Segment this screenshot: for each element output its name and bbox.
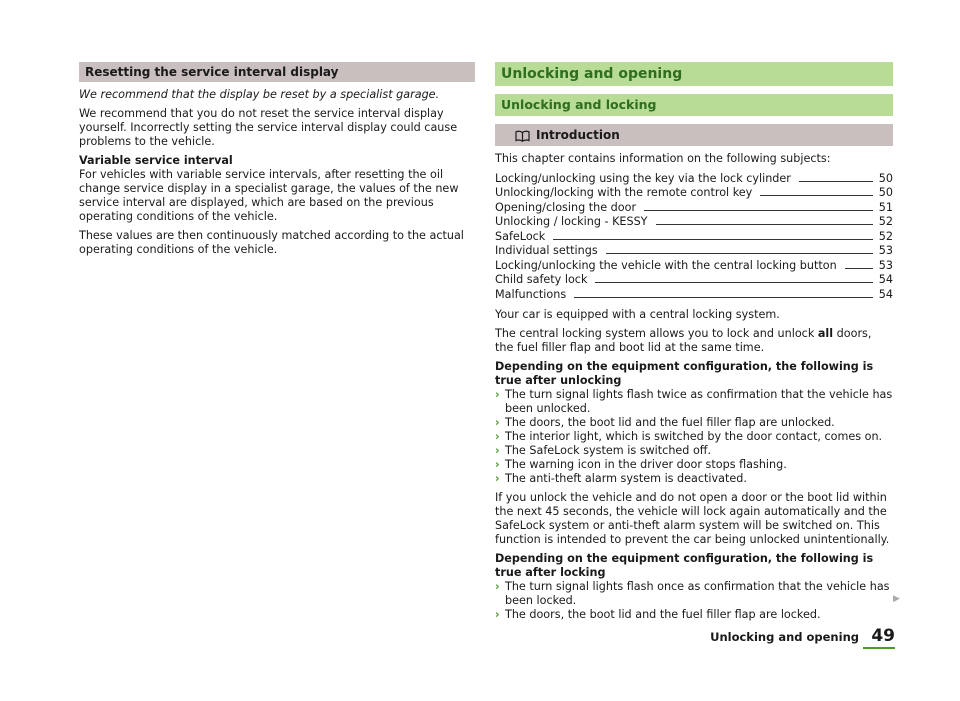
allows-text-end: doors, the fuel filler flap and boot lid at the same time.	[495, 326, 872, 354]
after-unlocking-title: Depending on the equipment configuration, the following is true after unlocking	[495, 359, 874, 387]
toc-leader	[656, 224, 873, 225]
toc-item-title: Unlocking/locking with the remote control key	[495, 186, 753, 199]
bullet-text: The doors, the boot lid and the fuel filler flap are locked.	[505, 607, 821, 621]
toc-item[interactable]	[495, 200, 893, 215]
bullet-text: The interior light, which is switched by the door contact, comes on.	[505, 429, 883, 443]
toc-leader	[644, 210, 873, 211]
toc-item-page: 53	[878, 244, 893, 257]
toc-item-title: Individual settings	[495, 244, 598, 257]
allows-text-start: The central locking system allows you to lock and unlock	[495, 326, 818, 340]
chevron-right-icon: ›	[495, 429, 500, 443]
allows-text-bold: all	[817, 326, 834, 340]
toc-item-title: Child safety lock	[495, 273, 588, 286]
toc-item-title: Opening/closing the door	[495, 200, 637, 214]
chevron-right-icon: ›	[495, 457, 500, 471]
introduction-title: Introduction	[536, 128, 620, 142]
toc-leader	[760, 195, 872, 196]
right-column	[495, 62, 893, 627]
toc-item-page: 53	[878, 258, 893, 272]
toc-leader	[799, 181, 873, 182]
introduction-heading	[495, 124, 893, 146]
list-item	[495, 608, 893, 622]
toc-item-page: 52	[878, 229, 893, 243]
toc-item[interactable]	[495, 287, 893, 302]
paragraph-values-matched: These values are then continuously matched according to the actual operating conditions of the vehicle.	[79, 229, 464, 256]
list-item	[495, 416, 893, 430]
chevron-right-icon: ›	[495, 387, 500, 401]
toc-leader	[606, 253, 873, 254]
toc-item[interactable]	[495, 273, 893, 288]
bullet-text: The turn signal lights flash once as confirmation that the vehicle has been locked.	[505, 579, 890, 607]
recommendation-note: We recommend that the display be reset by a specialist garage.	[79, 88, 440, 101]
toc-item-page: 54	[878, 287, 893, 301]
relock-paragraph: If you unlock the vehicle and do not open a door or the boot lid within the next 45 seconds, the vehicle will lock again automatically and the SafeLock system or anti-theft alarm system will be switched on. This function is intended to prevent the car being unlocked unintentionally.	[495, 490, 890, 546]
toc-item-title: SafeLock	[495, 229, 546, 243]
footer-section-title: Unlocking and opening	[710, 630, 859, 644]
chevron-right-icon: ›	[495, 471, 500, 485]
toc-item[interactable]	[495, 215, 893, 230]
toc-item-page: 51	[878, 200, 893, 214]
toc-item-page: 50	[878, 171, 893, 185]
variable-interval-text: For vehicles with variable service intervals, after resetting the oil change service display in a specialist garage, the values of the new service interval are displayed, which are based on the previous operating conditions of the vehicle.	[79, 168, 459, 223]
toc-item-title: Malfunctions	[495, 287, 567, 301]
page-number-underline	[863, 647, 895, 649]
toc-leader	[845, 268, 873, 269]
toc-item-title: Locking/unlocking the vehicle with the central locking button	[495, 258, 837, 272]
unlock-bullet-list	[495, 388, 893, 486]
after-locking-title: Depending on the equipment configuration, the following is true after locking	[495, 551, 874, 579]
toc-item-page: 52	[878, 215, 893, 228]
variable-interval-title: Variable service interval	[79, 154, 233, 167]
list-item	[495, 458, 893, 472]
toc-item[interactable]	[495, 229, 893, 244]
toc-item-page: 54	[878, 273, 893, 286]
bullet-text: The warning icon in the driver door stops flashing.	[505, 457, 787, 471]
page-number: 49	[871, 626, 895, 646]
chapter-heading: Unlocking and opening	[495, 62, 893, 86]
chevron-right-icon: ›	[495, 415, 500, 429]
toc-item-title: Locking/unlocking using the key via the lock cylinder	[495, 171, 791, 185]
intro-text: This chapter contains information on the following subjects:	[495, 152, 831, 165]
list-item	[495, 430, 893, 444]
toc-item-page: 50	[878, 186, 893, 199]
list-item	[495, 388, 893, 416]
toc-leader	[595, 282, 872, 283]
table-of-contents	[495, 171, 893, 302]
left-column	[79, 62, 475, 262]
section-heading-service-reset: Resetting the service interval display	[79, 62, 475, 82]
chevron-right-icon: ›	[495, 443, 500, 457]
toc-item[interactable]	[495, 244, 893, 259]
toc-item[interactable]	[495, 171, 893, 186]
page-footer	[700, 626, 895, 648]
toc-item[interactable]	[495, 186, 893, 201]
list-item	[495, 580, 893, 608]
list-item	[495, 444, 893, 458]
list-item	[495, 472, 893, 486]
variable-interval-block	[79, 154, 475, 224]
toc-leader	[574, 297, 873, 298]
toc-item-title: Unlocking / locking - KESSY	[495, 215, 648, 228]
bullet-text: The SafeLock system is switched off.	[505, 443, 712, 457]
continue-arrow-icon: ▶	[893, 594, 900, 604]
chevron-right-icon: ›	[495, 607, 500, 621]
lock-bullet-list	[495, 580, 893, 622]
toc-leader	[553, 239, 872, 240]
bullet-text: The turn signal lights flash twice as confirmation that the vehicle has been unlocked.	[505, 387, 893, 415]
section-subheading: Unlocking and locking	[495, 94, 893, 116]
open-book-icon	[515, 130, 530, 142]
central-locking-text: Your car is equipped with a central locking system.	[495, 307, 780, 321]
central-locking-allows	[495, 327, 893, 355]
paragraph-reset-warning: We recommend that you do not reset the service interval display yourself. Incorrectly setting the service interval display could cause problems to the vehicle.	[79, 107, 458, 148]
chevron-right-icon: ›	[495, 579, 500, 593]
bullet-text: The anti-theft alarm system is deactivated.	[505, 471, 747, 485]
toc-item[interactable]	[495, 258, 893, 273]
bullet-text: The doors, the boot lid and the fuel filler flap are unlocked.	[505, 415, 835, 429]
